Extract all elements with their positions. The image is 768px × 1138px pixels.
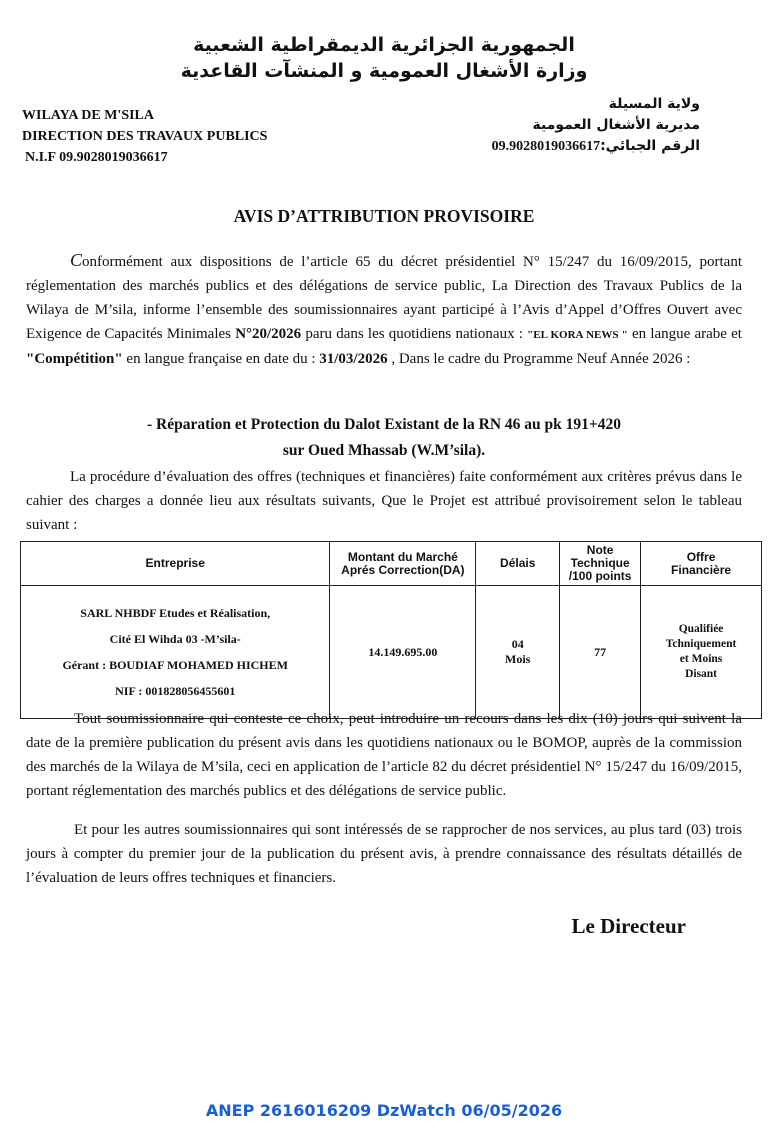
direction-line: DIRECTION DES TRAVAUX PUBLICS	[22, 129, 268, 144]
arabic-nif-value: 09.9028019036617	[491, 139, 601, 154]
evaluation-paragraph: La procédure d’évaluation des offres (techniques et financières) faite conformément aux critères prévus dans le cahier des charges a donnée lieu aux résultats suivants, Que le Projet est attribué provisoirement selon le tableau suivant :	[26, 469, 742, 533]
arabic-nif-line	[492, 136, 700, 157]
header-offre: Offre Financière	[641, 542, 762, 586]
intro-paragraph	[26, 248, 742, 371]
header-entreprise: Entreprise	[21, 542, 330, 586]
table-header-row	[21, 542, 762, 586]
consultation-paragraph: Et pour les autres soumissionnaires qui sont intéressés de se rapprocher de nos services, au plus tard (03) trois jours à compter du premier jour de la publication du présent avis, à prendre connaissance des résultats détaillés de l’évaluation de leurs offres techniques et financiers.	[26, 822, 742, 886]
cell-note: 77	[560, 586, 641, 719]
french-header	[22, 105, 267, 168]
cell-offre: Qualifiée Tchniquement et Moins Disant	[641, 586, 762, 719]
arabic-republic-line: الجمهورية الجزائرية الديمقراطية الشعبية	[193, 34, 575, 56]
header-delais: Délais	[476, 542, 560, 586]
signature-title: Le Directeur	[571, 914, 686, 938]
arabic-header	[0, 32, 768, 84]
appeal-paragraph: Tout soumissionnaire qui conteste ce choix, peut introduire un recours dans les dix (10) jours qui suivent la date de la première publication du présent avis dans les quotidiens nationaux ou le BOMOP, auprès de la commission des marchés de la Wilaya de M’sila, ceci en application de l’article 82 du décret présidentiel N° 15/247 du 16/09/2015, portant réglementation des marchés publics et des délégations de service public.	[26, 711, 742, 799]
intro-text-e: , Dans le cadre du Programme Neuf Année 2026 :	[387, 351, 691, 367]
cell-montant: 14.149.695.00	[330, 586, 476, 719]
newspaper-arabic: "EL KORA NEWS "	[527, 329, 628, 341]
arabic-right-header	[492, 94, 700, 157]
tender-reference: N°20/2026	[235, 326, 302, 342]
nif-line: N.I.F 09.9028019036617	[25, 150, 168, 165]
results-table	[20, 541, 762, 719]
cell-delais: 04 Mois	[476, 586, 560, 719]
header-note: Note Technique /100 points	[560, 542, 641, 586]
document-title: AVIS D’ATTRIBUTION PROVISOIRE	[233, 206, 535, 226]
project-line-1: - Réparation et Protection du Dalot Existant de la RN 46 au pk 191+420	[147, 416, 621, 433]
cell-entreprise: SARL NHBDF Etudes et Réalisation, Cité El Wihda 03 -M’sila- Gérant : BOUDIAF MOHAMED HICHEM NIF : 001828056455601	[21, 586, 330, 719]
intro-text-c: en langue arabe et	[627, 326, 742, 342]
intro-text-a: onformément aux dispositions de l’article 65 du décret présidentiel N° 15/247 du 16/09/2015, portant réglementation des marchés publics et des délégations de service public, La Direction des Travaux Publics de la Wilaya de M’sila, informe l’ensemble des soumissionnaires ayant participé à l’Avis d’Appel d’Offres Ouvert avec Exigence de Capacités Minimales	[26, 254, 742, 342]
footer-reference: ANEP 2616016209 DzWatch 06/05/2026	[205, 1101, 563, 1120]
intro-text-b: paru dans les quotidiens nationaux :	[301, 326, 528, 342]
publication-date: 31/03/2026	[319, 351, 388, 367]
header-montant: Montant du Marché Aprés Correction(DA)	[330, 542, 476, 586]
arabic-direction-line: مديرية الأشغال العمومية	[532, 117, 700, 133]
drop-letter: C	[70, 250, 83, 270]
arabic-nif-label: الرقم الجبائي:	[600, 138, 700, 154]
wilaya-line: WILAYA DE M'SILA	[22, 108, 155, 123]
arabic-ministry-line: وزارة الأشغال العمومية و المنشآت القاعدية	[180, 60, 588, 82]
newspaper-french: "Compétition"	[26, 351, 123, 367]
arabic-wilaya-line: ولاية المسيلة	[608, 96, 700, 112]
project-title	[0, 412, 768, 464]
intro-text-d: en langue française en date du :	[122, 351, 320, 367]
project-line-2: sur Oued Mhassab (W.M’sila).	[282, 442, 486, 459]
table-row	[21, 586, 762, 719]
